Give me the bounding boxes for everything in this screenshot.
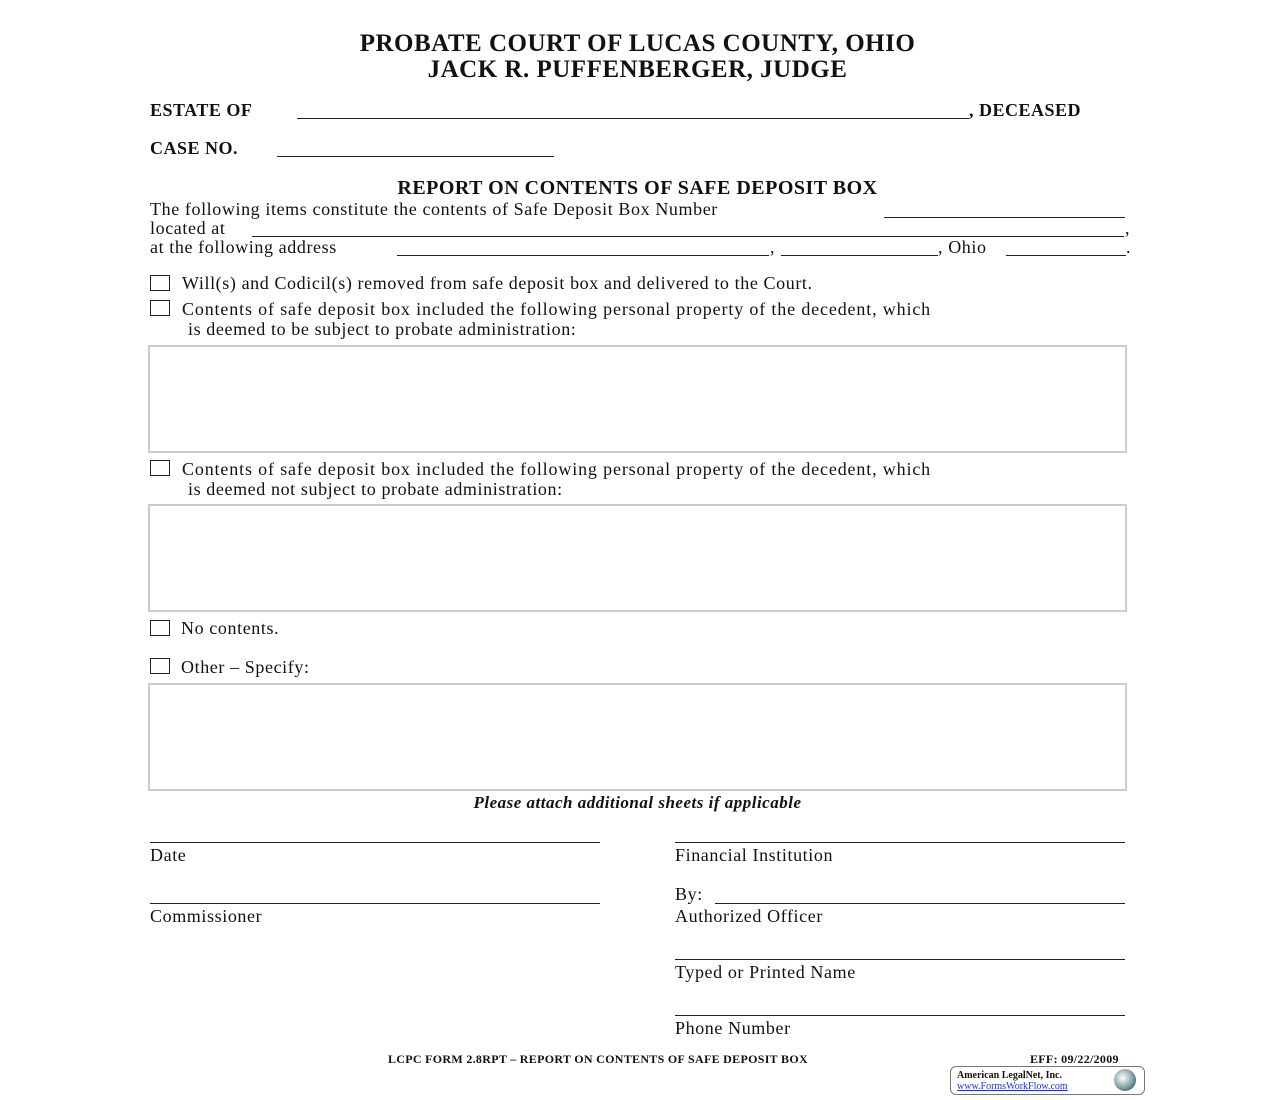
commissioner-label: Commissioner (150, 906, 263, 926)
institution-label: Financial Institution (675, 845, 834, 865)
case-label: CASE NO. (150, 138, 239, 158)
city-field[interactable] (781, 237, 938, 256)
typed-name-line[interactable] (675, 959, 1125, 960)
non-probate-contents-checkbox[interactable] (150, 460, 170, 476)
phone-label: Phone Number (675, 1018, 791, 1038)
will-codicil-label: Will(s) and Codicil(s) removed from safe deposit box and delivered to the Court. (182, 273, 813, 293)
non-probate-contents-label-2: is deemed not subject to probate administration: (188, 479, 563, 499)
comma: , (770, 237, 776, 257)
phone-line[interactable] (675, 1015, 1125, 1016)
effective-date: EFF: 09/22/2009 (1030, 1052, 1119, 1066)
probate-contents-textarea[interactable] (148, 345, 1127, 453)
globe-logo-icon (1114, 1069, 1136, 1091)
officer-signature-line[interactable] (715, 903, 1125, 904)
other-checkbox[interactable] (150, 658, 170, 674)
report-title: REPORT ON CONTENTS OF SAFE DEPOSIT BOX (397, 177, 878, 199)
by-label: By: (675, 884, 703, 904)
ohio-label: , Ohio (938, 237, 987, 257)
commissioner-signature-line[interactable] (150, 903, 600, 904)
probate-contents-label-2: is deemed to be subject to probate administration: (188, 319, 577, 339)
vendor-link[interactable]: www.FormsWorkFlow.com (957, 1081, 1068, 1092)
judge-title: JACK R. PUFFENBERGER, JUDGE (427, 56, 848, 83)
court-title: PROBATE COURT OF LUCAS COUNTY, OHIO (359, 30, 916, 57)
zip-field[interactable] (1006, 237, 1126, 256)
date-label: Date (150, 845, 187, 865)
location-field[interactable] (252, 218, 1124, 237)
no-contents-checkbox[interactable] (150, 620, 170, 636)
deceased-label: , DECEASED (969, 100, 1082, 120)
will-codicil-checkbox[interactable] (150, 275, 170, 291)
box-number-field[interactable] (884, 199, 1125, 218)
non-probate-contents-textarea[interactable] (148, 504, 1127, 612)
officer-label: Authorized Officer (675, 906, 823, 926)
probate-contents-label: Contents of safe deposit box included the following personal property of the decedent, which (182, 299, 932, 319)
vendor-badge (950, 1066, 1145, 1095)
other-label: Other – Specify: (181, 657, 310, 677)
typed-name-label: Typed or Printed Name (675, 962, 856, 982)
form-id: LCPC FORM 2.8RPT – REPORT ON CONTENTS OF SAFE DEPOSIT BOX (388, 1052, 808, 1066)
intro-line-3: at the following address (150, 237, 337, 257)
period: . (1126, 237, 1132, 257)
estate-field[interactable] (297, 100, 969, 119)
non-probate-contents-label: Contents of safe deposit box included the following personal property of the decedent, which (182, 459, 932, 479)
estate-label: ESTATE OF (150, 100, 253, 120)
other-textarea[interactable] (148, 683, 1127, 791)
comma: , (1125, 218, 1131, 238)
address-field[interactable] (397, 237, 769, 256)
vendor-name: American LegalNet, Inc. (957, 1070, 1062, 1081)
probate-contents-checkbox[interactable] (150, 300, 170, 316)
no-contents-label: No contents. (181, 618, 280, 638)
attach-note: Please attach additional sheets if applicable (473, 793, 802, 812)
date-signature-line[interactable] (150, 842, 600, 843)
institution-line[interactable] (675, 842, 1125, 843)
intro-line-1: The following items constitute the contents of Safe Deposit Box Number (150, 199, 718, 219)
case-number-field[interactable] (277, 138, 554, 157)
intro-line-2: located at (150, 218, 226, 238)
